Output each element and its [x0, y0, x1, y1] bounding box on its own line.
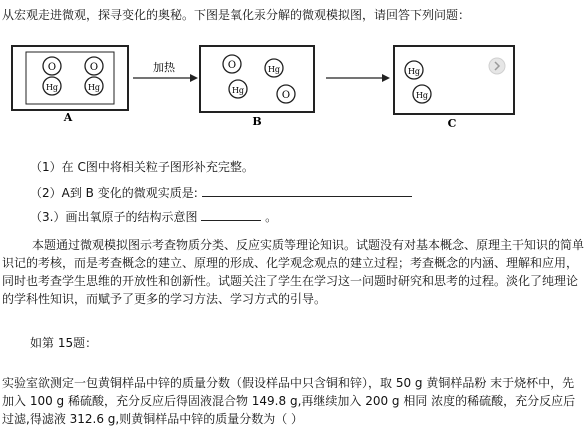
svg-text:Hg: Hg: [407, 67, 421, 76]
mercury-oxide-decomposition-diagram: [0, 28, 586, 128]
svg-text:O: O: [281, 90, 291, 101]
svg-text:Hg: Hg: [45, 83, 59, 92]
problem-text: 实验室欲测定一包黄铜样品中锌的质量分数（假设样品中只含铜和锌），取 50 g 黄铜样品粉 末于烧杯中，先加入 100 g 稀硫酸，充分反应后得固液混合物 149.8 g,再继续加入 200 g 相同 浓度的稀硫酸，充分反应后过滤,得滤液 312.6 g,则黄铜样品中锌的质量分数为（ ）: [2, 376, 576, 426]
question-2-answer-blank[interactable]: [202, 186, 412, 197]
box-b: [200, 46, 314, 128]
arrow-heating: [133, 60, 198, 82]
particle-hg-4: [229, 80, 247, 98]
analysis-text: 本题通过微观模拟图示考查物质分类、反应实质等理论知识。试题没有对基本概念、原理主干知识的简单识记的考核，而是考查概念的建立、原理的形成、化学观念观点的建立过程；考查概念的内涵、理解和应用，同时也考查学生思维的开放性和创新性。试题关注了学生在学习这一问题时研究和思考的过程。淡化了纯理论的学科性知识，而赋予了更多的学习方法、学习方式的引导。: [2, 238, 585, 306]
box-a: [12, 46, 128, 124]
question-2: [30, 186, 412, 200]
question-1: （1）在 C图中将相关粒子图形补充完整。: [30, 160, 254, 174]
box-c: [394, 46, 514, 128]
analysis-paragraph: [2, 236, 584, 308]
question-3: [30, 210, 277, 224]
question-3-answer-blank[interactable]: [201, 210, 261, 221]
particle-hg-2: [85, 77, 103, 95]
example-label: 如第 15题：: [30, 336, 98, 350]
particle-o-4: [277, 85, 295, 103]
svg-text:Hg: Hg: [267, 65, 281, 74]
particle-o-2: [85, 57, 103, 75]
particle-o-3: [223, 55, 241, 73]
intro-text: 从宏观走进微观，探寻变化的奥秘。下图是氧化汞分解的微观模拟图，请回答下列问题：: [2, 8, 471, 22]
particle-hg-6: [413, 85, 431, 103]
arrow-label: 加热: [153, 61, 175, 74]
box-a-label: A: [63, 111, 73, 124]
question-2-text: （2）A到 B 变化的微观实质是:: [30, 186, 198, 200]
particle-hg-1: [43, 77, 61, 95]
box-b-label: B: [252, 115, 262, 128]
svg-text:O: O: [227, 60, 237, 71]
question-3-end: 。: [265, 210, 278, 224]
next-arrow-icon[interactable]: [489, 58, 505, 74]
particle-hg-3: [265, 59, 283, 77]
svg-text:O: O: [47, 62, 57, 73]
particle-hg-5: [405, 61, 423, 79]
question-3-text: （3.）画出氧原子的结构示意图: [30, 210, 198, 224]
svg-text:O: O: [89, 62, 99, 73]
svg-text:Hg: Hg: [87, 83, 101, 92]
svg-text:Hg: Hg: [415, 91, 429, 100]
box-c-label: C: [447, 117, 457, 128]
svg-text:Hg: Hg: [231, 86, 245, 95]
particle-o-1: [43, 57, 61, 75]
arrow-2: [326, 74, 390, 82]
